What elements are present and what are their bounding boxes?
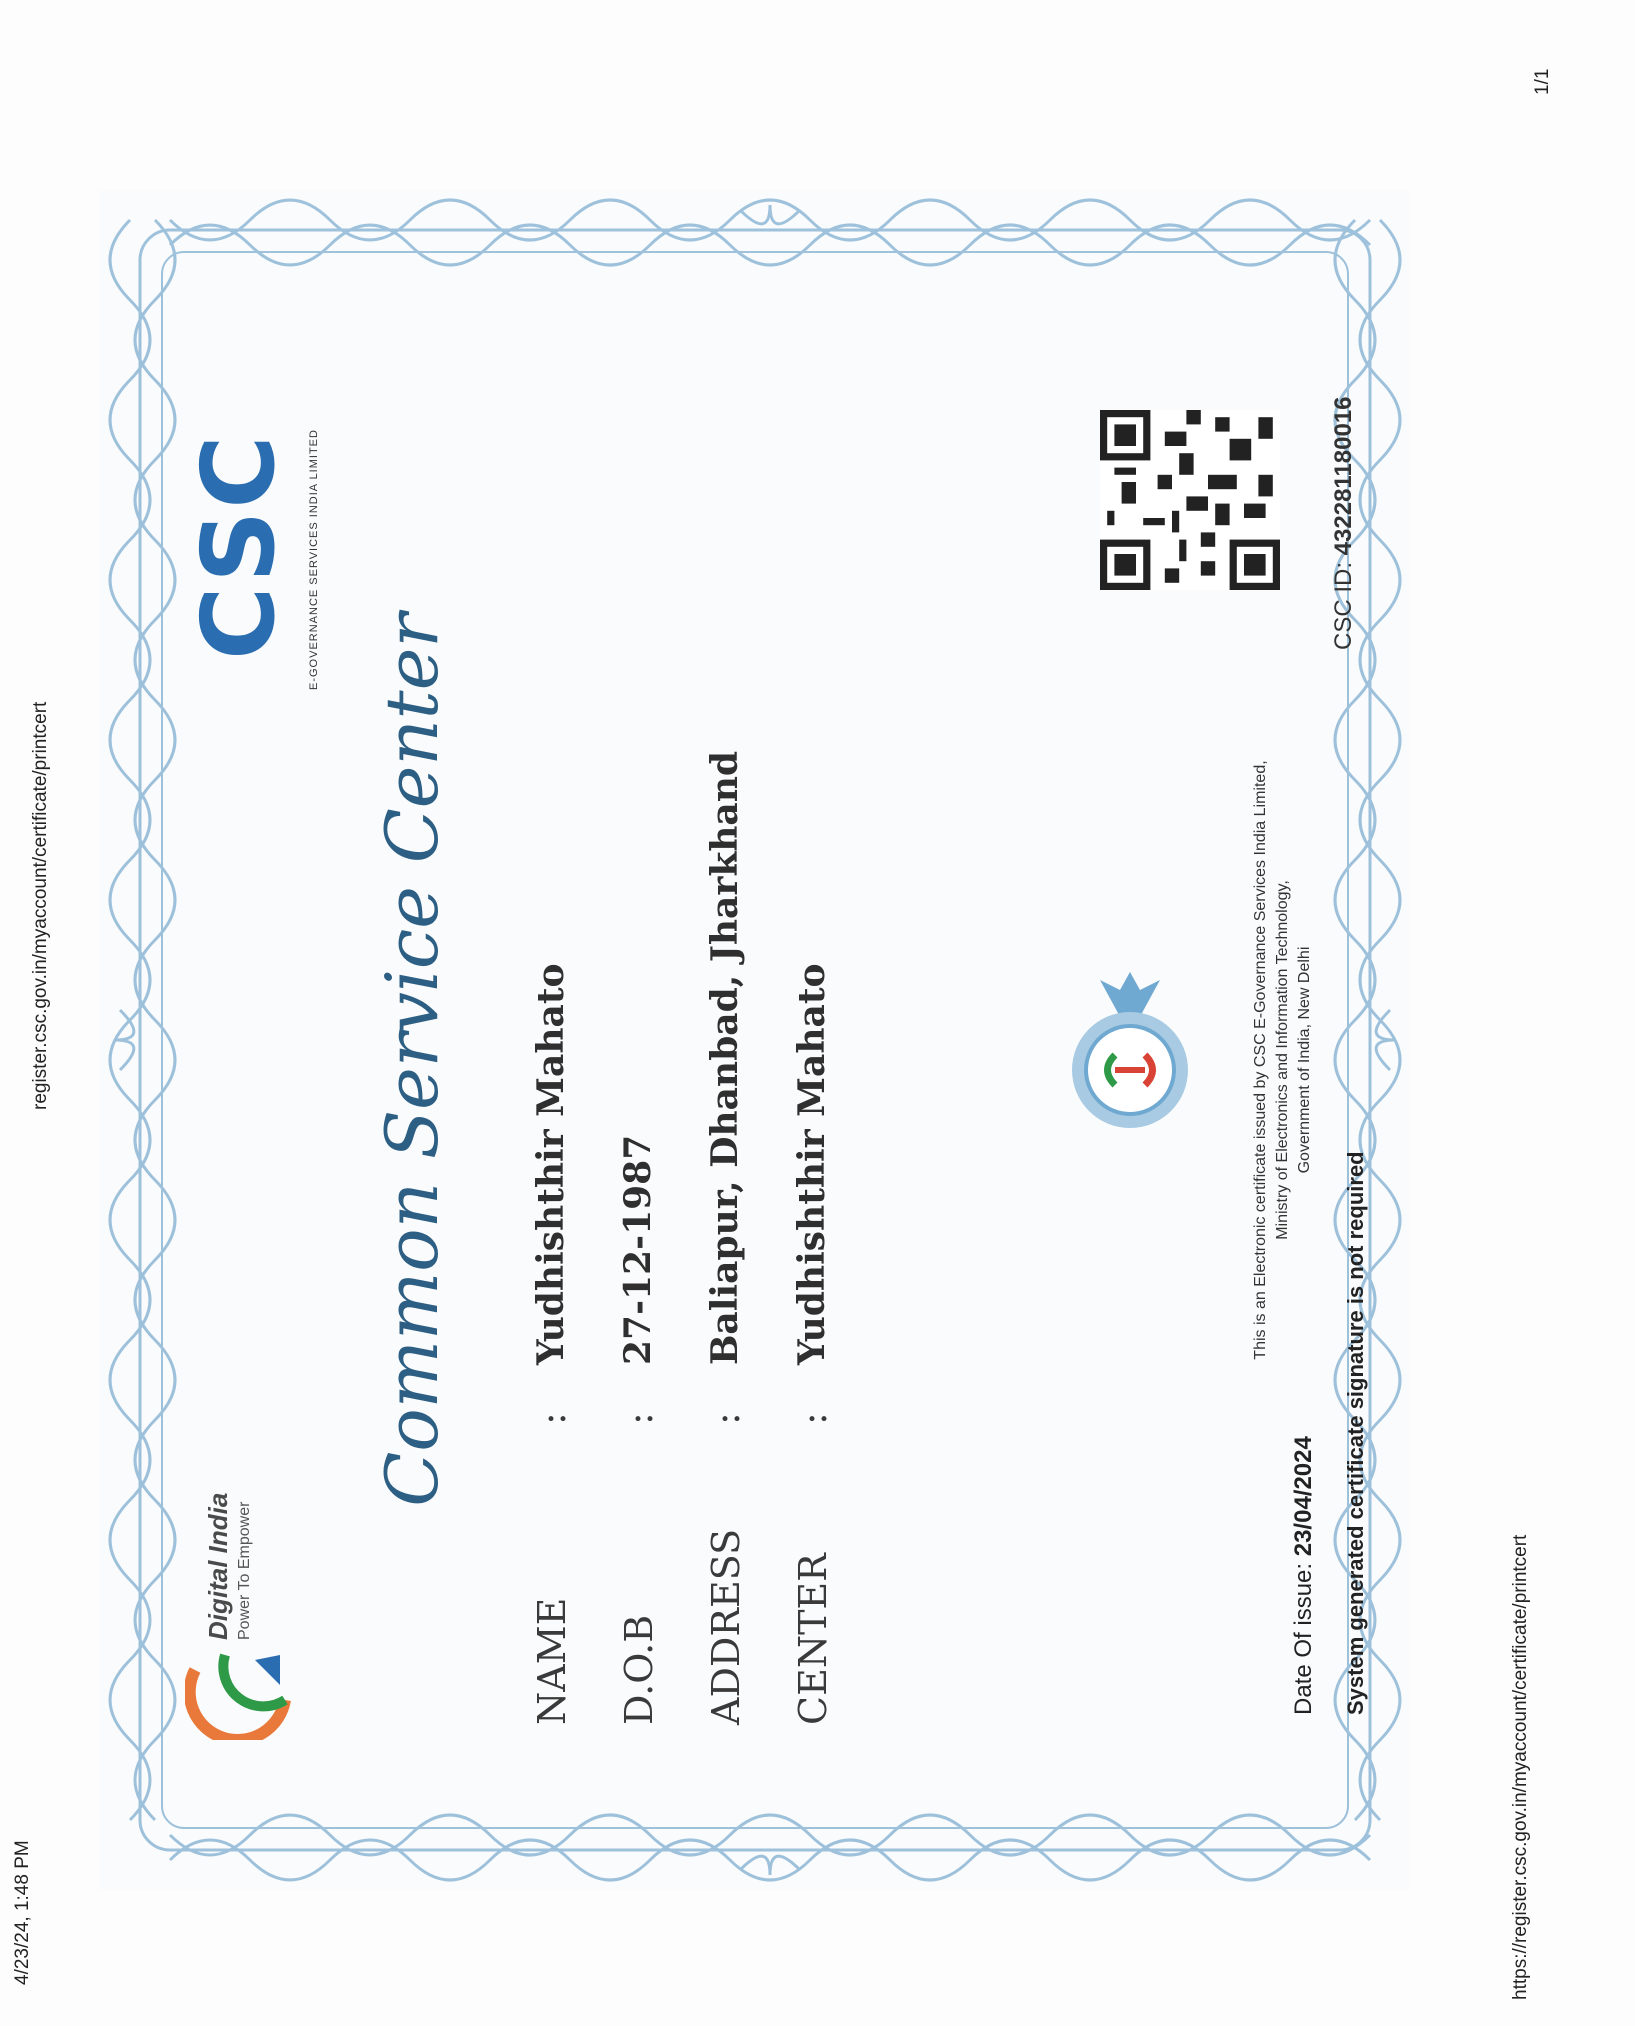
page-count: 1/1 [1532, 68, 1553, 95]
csc-id-value: 432281180016 [1330, 396, 1357, 556]
field-value: Yudhishthir Mahato [791, 963, 833, 1365]
field-value: Yudhishthir Mahato [530, 963, 572, 1365]
field-colon: : [530, 1412, 574, 1425]
digital-india-emblem-icon [185, 1640, 295, 1740]
system-generated-note: System generated certificate signature is not required [1343, 1151, 1368, 1715]
field-colon: : [704, 1412, 748, 1425]
csc-id [1330, 396, 1358, 650]
digital-india-tagline: Power To Empower [236, 1501, 253, 1640]
field-colon: : [791, 1412, 835, 1425]
field-label: D.O.B [617, 1614, 661, 1725]
csc-logo-tagline: E-GOVERNANCE SERVICES INDIA LIMITED [308, 429, 320, 690]
certificate [100, 190, 1410, 1890]
print-url-bottom: https://register.csc.gov.in/myaccount/certificate/printcert [1510, 1534, 1531, 2000]
issued-by-line: Government of India, New Delhi [1296, 946, 1313, 1174]
digital-india-title: Digital India [203, 1492, 233, 1640]
field-value: 27-12-1987 [617, 1134, 659, 1365]
field-colon: : [617, 1412, 661, 1425]
date-of-issue-label: Date Of issue: [1290, 1562, 1317, 1715]
print-timestamp: 4/23/24, 1:48 PM [12, 1840, 33, 1985]
issued-by-line: This is an Electronic certificate issued by CSC E-Governance Services India Limited, [1252, 760, 1269, 1360]
field-label: CENTER [791, 1553, 835, 1725]
date-of-issue-value: 23/04/2024 [1290, 1436, 1317, 1557]
issued-by-line: Ministry of Electronics and Information Technology, [1274, 880, 1291, 1240]
date-of-issue [1290, 1436, 1318, 1715]
csc-id-label: CSC ID: [1330, 561, 1357, 650]
issued-by-note [1250, 740, 1316, 1380]
qr-code [1100, 410, 1280, 590]
field-label: NAME [530, 1597, 574, 1725]
ribbon-seal-icon [1060, 970, 1200, 1130]
certificate-title: Common Service Center [370, 613, 454, 1507]
csc-logo-letters: CSC [180, 433, 297, 660]
csc-logo [180, 360, 340, 690]
field-value: Baliapur, Dhanbad, Jharkhand [704, 750, 746, 1365]
digital-india-logo [185, 1460, 335, 1740]
print-url-top: register.csc.gov.in/myaccount/certificate/printcert [30, 701, 51, 1110]
field-label: ADDRESS [704, 1528, 748, 1725]
